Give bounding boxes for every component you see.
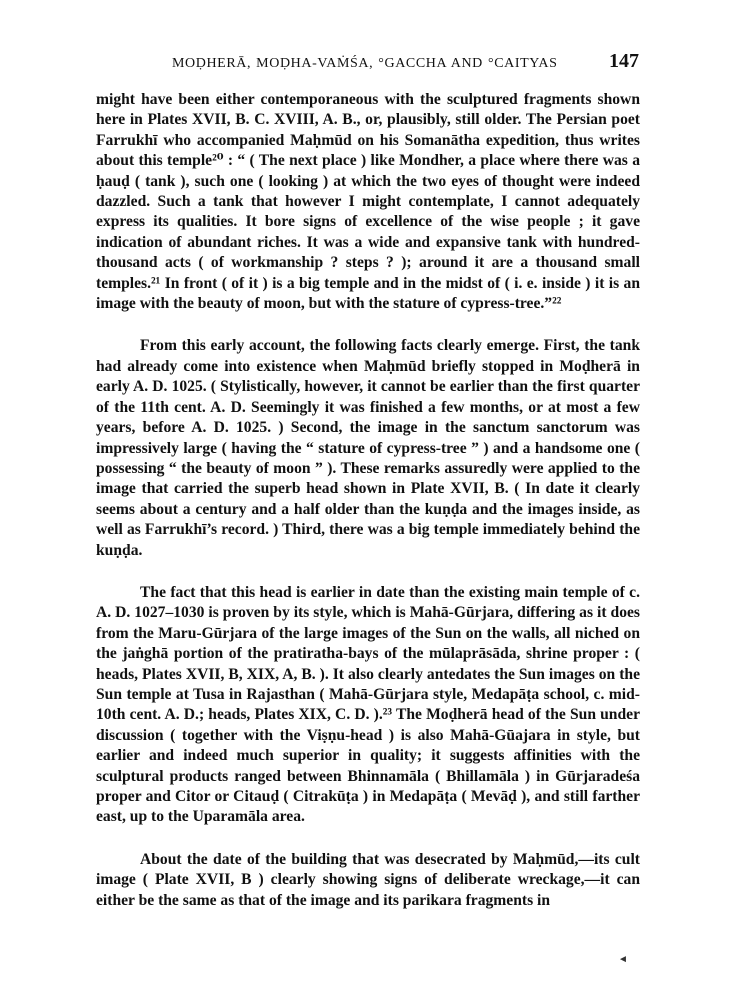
running-head: MOḌHERĀ, MOḌHA-VAṀŚA, °GACCHA AND °CAITYAS — [172, 56, 558, 71]
page-number: 147 — [609, 50, 639, 72]
scan-mark: ◄ — [618, 954, 628, 965]
page-header — [0, 48, 737, 78]
paragraph-1: might have been either contemporaneous with the sculptured fragments shown here in Plates XVII, B. C. XVIII, A. B., or, plausibly, still older. The Persian poet Farrukhī who accompanied Maḥmūd on his Somanātha expedition, thus writes about this temple²⁰ : “ ( The next place ) like Mondher, a place where there was a ḥauḍ ( tank ), such one ( looking ) at which the two eyes of thought were indeed dazzled. Such a tank that however I might contemplate, I cannot adequately express its qualities. It bore signs of excellence of the wise people ; it gave indication of abundant riches. It was a wide and expansive tank with hundred-thousand acts ( of workmanship ? steps ? ); around it are a thousand small temples.²¹ In front ( of it ) is a big temple and in the midst of ( i. e. inside ) it is an image with the beauty of moon, but with the stature of cypress-tree.”²² — [96, 91, 640, 313]
paragraph-3: The fact that this head is earlier in date than the existing main temple of c. A. D. 1027–1030 is proven by its style, which is Mahā-Gūrjara, differing as it does from the Maru-Gūrjara of the large images of the Sun on the walls, all niched on the jaṅghā portion of the pratiratha-bays of the mūlaprāsāda, shrine proper : ( heads, Plates XVII, B, XIX, A, B. ). It also clearly antedates the Sun images on the Sun temple at Tusa in Rajasthan ( Mahā-Gūrjara style, Medapāṭa school, c. mid-10th cent. A. D.; heads, Plates XIX, C. D. ).²³ The Moḍherā head of the Sun under discussion ( together with the Viṣṇu-head ) is also Mahā-Gūajara in style, but earlier and indeed much superior in quality; it suggests affinities with the sculptural products ranged between Bhinnamāla ( Bhillamāla ) in Gūrjaradeśa proper and Citor or Citauḍ ( Citrakūṭa ) in Medapāṭa ( Mevāḍ ), and still farther east, up to the Uparamāla area. — [96, 583, 640, 826]
paragraph-2: From this early account, the following facts clearly emerge. First, the tank had already come into existence when Maḥmūd briefly stopped in Moḍherā in early A. D. 1025. ( Stylistically, however, it cannot be earlier than the first quarter of the 11th cent. A. D. Seemingly it was finished a few months, or at most a few years, before A. D. 1025. ) Second, the image in the sanctum sanctorum was impressively large ( having the “ stature of cypress-tree ” ) and a handsome one ( possessing “ the beauty of moon ” ). These remarks assuredly were applied to the image that carried the superb head shown in Plate XVII, B. ( In date it clearly seems about a century and a half older than the kuṇḍa and the images inside, as well as Farrukhī’s record. ) Third, there was a big temple immediately behind the kuṇḍa. — [96, 337, 640, 559]
main-text — [96, 90, 640, 911]
paragraph-4: About the date of the building that was desecrated by Maḥmūd,—its cult image ( Plate XVII, B ) clearly showing signs of deliberate wreckage,—it can either be the same as that of the image and its parikara fragments in — [96, 850, 640, 909]
